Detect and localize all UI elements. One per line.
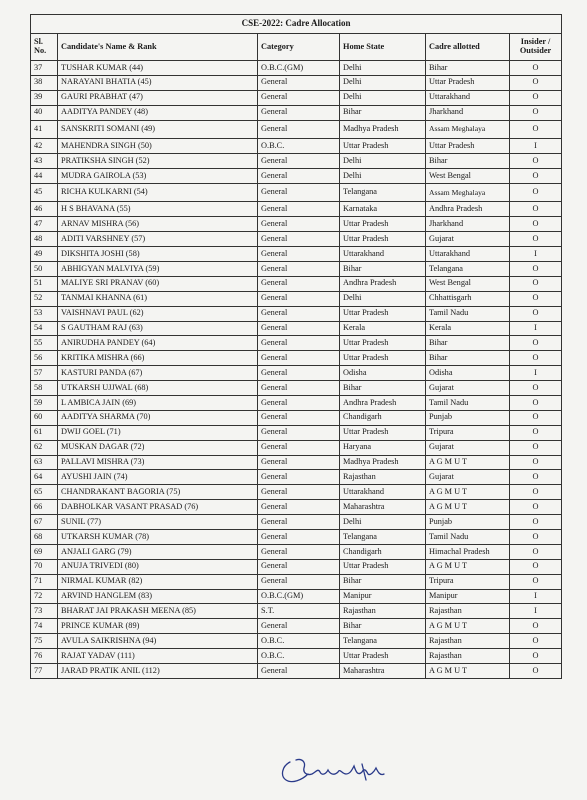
table-row: [31, 276, 562, 291]
cell-sl-no: 59: [31, 396, 58, 411]
table-row: [31, 139, 562, 154]
cell-insider-outsider: O: [510, 381, 562, 396]
cell-candidate-name: DWIJ GOEL (71): [58, 425, 258, 440]
cell-home-state: Rajasthan: [340, 604, 426, 619]
header-cadre-allotted: Cadre allotted: [426, 34, 510, 61]
table-title: CSE-2022: Cadre Allocation: [31, 15, 562, 34]
cell-home-state: Haryana: [340, 440, 426, 455]
table-row: [31, 90, 562, 105]
table-row: [31, 247, 562, 262]
cell-cadre-allotted: Himachal Pradesh: [426, 544, 510, 559]
cell-category: General: [258, 154, 340, 169]
table-row: [31, 217, 562, 232]
cell-candidate-name: VAISHNAVI PAUL (62): [58, 306, 258, 321]
cell-home-state: Uttar Pradesh: [340, 351, 426, 366]
cell-category: General: [258, 515, 340, 530]
cell-candidate-name: AVULA SAIKRISHNA (94): [58, 634, 258, 649]
table-body: [31, 61, 562, 679]
cell-insider-outsider: O: [510, 276, 562, 291]
cell-home-state: Delhi: [340, 90, 426, 105]
cell-cadre-allotted: A G M U T: [426, 485, 510, 500]
cell-candidate-name: DIKSHITA JOSHI (58): [58, 247, 258, 262]
cell-candidate-name: PALLAVI MISHRA (73): [58, 455, 258, 470]
cell-sl-no: 37: [31, 61, 58, 76]
cell-candidate-name: ABHIGYAN MALVIYA (59): [58, 261, 258, 276]
cell-home-state: Manipur: [340, 589, 426, 604]
cell-category: General: [258, 217, 340, 232]
cell-category: General: [258, 351, 340, 366]
cell-home-state: Andhra Pradesh: [340, 396, 426, 411]
cell-home-state: Delhi: [340, 515, 426, 530]
cell-insider-outsider: O: [510, 649, 562, 664]
cell-sl-no: 44: [31, 168, 58, 183]
cell-sl-no: 69: [31, 544, 58, 559]
cell-sl-no: 58: [31, 381, 58, 396]
header-category: Category: [258, 34, 340, 61]
cell-home-state: Uttar Pradesh: [340, 139, 426, 154]
cell-sl-no: 72: [31, 589, 58, 604]
cell-cadre-allotted: Manipur: [426, 589, 510, 604]
cell-candidate-name: SUNIL (77): [58, 515, 258, 530]
cell-insider-outsider: O: [510, 202, 562, 217]
cell-insider-outsider: O: [510, 261, 562, 276]
cell-candidate-name: UTKARSH KUMAR (78): [58, 530, 258, 545]
cell-home-state: Uttar Pradesh: [340, 559, 426, 574]
cell-category: O.B.C.: [258, 139, 340, 154]
cell-sl-no: 48: [31, 232, 58, 247]
header-sl-no: Sl. No.: [31, 34, 58, 61]
cell-insider-outsider: O: [510, 485, 562, 500]
cell-cadre-allotted: West Bengal: [426, 276, 510, 291]
cell-insider-outsider: O: [510, 306, 562, 321]
cell-candidate-name: KRITIKA MISHRA (66): [58, 351, 258, 366]
cell-cadre-allotted: Tamil Nadu: [426, 396, 510, 411]
cell-candidate-name: JARAD PRATIK ANIL (112): [58, 664, 258, 679]
cell-candidate-name: RAJAT YADAV (111): [58, 649, 258, 664]
cell-home-state: Bihar: [340, 381, 426, 396]
table-row: [31, 500, 562, 515]
cell-sl-no: 63: [31, 455, 58, 470]
cell-cadre-allotted: A G M U T: [426, 500, 510, 515]
cell-candidate-name: GAURI PRABHAT (47): [58, 90, 258, 105]
cell-cadre-allotted: Jharkhand: [426, 105, 510, 120]
table-row: [31, 168, 562, 183]
table-row: [31, 396, 562, 411]
table-row: [31, 604, 562, 619]
cell-sl-no: 43: [31, 154, 58, 169]
cell-sl-no: 68: [31, 530, 58, 545]
cell-home-state: Bihar: [340, 619, 426, 634]
cell-cadre-allotted: Telangana: [426, 261, 510, 276]
cell-insider-outsider: O: [510, 559, 562, 574]
cell-home-state: Delhi: [340, 154, 426, 169]
table-row: [31, 154, 562, 169]
table-row: [31, 634, 562, 649]
cell-candidate-name: NARAYANI BHATIA (45): [58, 75, 258, 90]
cell-cadre-allotted: Assam Meghalaya: [426, 120, 510, 139]
cell-sl-no: 38: [31, 75, 58, 90]
cell-insider-outsider: I: [510, 366, 562, 381]
cell-sl-no: 55: [31, 336, 58, 351]
cell-sl-no: 52: [31, 291, 58, 306]
table-row: [31, 425, 562, 440]
cell-category: General: [258, 202, 340, 217]
cell-home-state: Uttarakhand: [340, 485, 426, 500]
cell-sl-no: 70: [31, 559, 58, 574]
cell-candidate-name: ANUJA TRIVEDI (80): [58, 559, 258, 574]
cell-cadre-allotted: Bihar: [426, 154, 510, 169]
table-row: [31, 544, 562, 559]
cell-insider-outsider: O: [510, 455, 562, 470]
cell-category: General: [258, 664, 340, 679]
table-row: [31, 120, 562, 139]
cell-sl-no: 46: [31, 202, 58, 217]
table-row: [31, 232, 562, 247]
cell-home-state: Uttar Pradesh: [340, 425, 426, 440]
table-row: [31, 410, 562, 425]
cell-sl-no: 51: [31, 276, 58, 291]
cell-category: O.B.C.(GM): [258, 61, 340, 76]
header-home-state: Home State: [340, 34, 426, 61]
table-row: [31, 470, 562, 485]
cell-cadre-allotted: Tripura: [426, 425, 510, 440]
cell-cadre-allotted: Bihar: [426, 61, 510, 76]
cell-insider-outsider: O: [510, 574, 562, 589]
header-insider-outsider: Insider / Outsider: [510, 34, 562, 61]
cell-candidate-name: ADITI VARSHNEY (57): [58, 232, 258, 247]
cell-cadre-allotted: A G M U T: [426, 664, 510, 679]
cell-home-state: Uttar Pradesh: [340, 306, 426, 321]
cell-cadre-allotted: Chhattisgarh: [426, 291, 510, 306]
table-row: [31, 202, 562, 217]
cell-insider-outsider: O: [510, 544, 562, 559]
cell-sl-no: 77: [31, 664, 58, 679]
cell-insider-outsider: O: [510, 410, 562, 425]
signature-image: [276, 750, 396, 790]
cell-cadre-allotted: Tripura: [426, 574, 510, 589]
table-row: [31, 485, 562, 500]
cell-home-state: Bihar: [340, 105, 426, 120]
cell-insider-outsider: O: [510, 351, 562, 366]
cell-category: General: [258, 455, 340, 470]
table-row: [31, 351, 562, 366]
cell-home-state: Bihar: [340, 261, 426, 276]
cell-sl-no: 76: [31, 649, 58, 664]
cell-candidate-name: KASTURI PANDA (67): [58, 366, 258, 381]
table-row: [31, 574, 562, 589]
cell-home-state: Madhya Pradesh: [340, 455, 426, 470]
table-row: [31, 530, 562, 545]
table-row: [31, 75, 562, 90]
cell-home-state: Uttar Pradesh: [340, 649, 426, 664]
cell-candidate-name: ARVIND HANGLEM (83): [58, 589, 258, 604]
cell-insider-outsider: I: [510, 247, 562, 262]
table-row: [31, 336, 562, 351]
cell-category: General: [258, 410, 340, 425]
cell-category: General: [258, 183, 340, 202]
cell-cadre-allotted: A G M U T: [426, 455, 510, 470]
cell-category: General: [258, 306, 340, 321]
cell-home-state: Maharashtra: [340, 664, 426, 679]
cell-sl-no: 60: [31, 410, 58, 425]
cell-cadre-allotted: Odisha: [426, 366, 510, 381]
cell-sl-no: 56: [31, 351, 58, 366]
cell-insider-outsider: O: [510, 500, 562, 515]
cell-candidate-name: S GAUTHAM RAJ (63): [58, 321, 258, 336]
cell-category: General: [258, 120, 340, 139]
cell-sl-no: 65: [31, 485, 58, 500]
cell-cadre-allotted: Punjab: [426, 515, 510, 530]
cell-category: General: [258, 396, 340, 411]
cell-home-state: Chandigarh: [340, 410, 426, 425]
cell-candidate-name: ARNAV MISHRA (56): [58, 217, 258, 232]
cell-home-state: Kerala: [340, 321, 426, 336]
cell-sl-no: 73: [31, 604, 58, 619]
cell-insider-outsider: O: [510, 75, 562, 90]
cell-category: General: [258, 470, 340, 485]
cell-sl-no: 54: [31, 321, 58, 336]
cell-category: General: [258, 559, 340, 574]
cell-sl-no: 39: [31, 90, 58, 105]
cell-sl-no: 42: [31, 139, 58, 154]
cell-candidate-name: CHANDRAKANT BAGORIA (75): [58, 485, 258, 500]
cell-insider-outsider: O: [510, 217, 562, 232]
cell-home-state: Andhra Pradesh: [340, 276, 426, 291]
cell-candidate-name: ANJALI GARG (79): [58, 544, 258, 559]
table-row: [31, 515, 562, 530]
cell-home-state: Uttarakhand: [340, 247, 426, 262]
cell-sl-no: 57: [31, 366, 58, 381]
cell-category: General: [258, 381, 340, 396]
cell-home-state: Karnataka: [340, 202, 426, 217]
table-row: [31, 105, 562, 120]
table-row: [31, 321, 562, 336]
cell-candidate-name: TANMAI KHANNA (61): [58, 291, 258, 306]
cell-insider-outsider: O: [510, 183, 562, 202]
cell-cadre-allotted: Kerala: [426, 321, 510, 336]
cell-sl-no: 66: [31, 500, 58, 515]
cell-insider-outsider: O: [510, 61, 562, 76]
cell-insider-outsider: O: [510, 105, 562, 120]
cell-candidate-name: H S BHAVANA (55): [58, 202, 258, 217]
cell-home-state: Telangana: [340, 530, 426, 545]
cell-candidate-name: PRATIKSHA SINGH (52): [58, 154, 258, 169]
cell-cadre-allotted: Bihar: [426, 351, 510, 366]
table-row: [31, 649, 562, 664]
cell-home-state: Delhi: [340, 168, 426, 183]
cell-sl-no: 74: [31, 619, 58, 634]
cell-category: General: [258, 366, 340, 381]
cell-home-state: Delhi: [340, 61, 426, 76]
cell-category: General: [258, 247, 340, 262]
cell-insider-outsider: O: [510, 154, 562, 169]
cell-category: General: [258, 75, 340, 90]
cell-category: General: [258, 105, 340, 120]
cell-cadre-allotted: Uttarakhand: [426, 90, 510, 105]
cell-home-state: Telangana: [340, 634, 426, 649]
cell-category: General: [258, 440, 340, 455]
cell-candidate-name: MUSKAN DAGAR (72): [58, 440, 258, 455]
cell-insider-outsider: O: [510, 664, 562, 679]
cell-cadre-allotted: Rajasthan: [426, 634, 510, 649]
cell-home-state: Madhya Pradesh: [340, 120, 426, 139]
cell-candidate-name: AADITYA SHARMA (70): [58, 410, 258, 425]
cell-cadre-allotted: West Bengal: [426, 168, 510, 183]
table-row: [31, 61, 562, 76]
cell-candidate-name: MUDRA GAIROLA (53): [58, 168, 258, 183]
cell-category: General: [258, 500, 340, 515]
table-row: [31, 619, 562, 634]
cell-category: General: [258, 530, 340, 545]
cell-home-state: Odisha: [340, 366, 426, 381]
cell-cadre-allotted: Tamil Nadu: [426, 306, 510, 321]
cell-category: General: [258, 168, 340, 183]
cell-insider-outsider: O: [510, 425, 562, 440]
cell-sl-no: 67: [31, 515, 58, 530]
table-row: [31, 291, 562, 306]
cell-category: O.B.C.: [258, 634, 340, 649]
cell-category: O.B.C.(GM): [258, 589, 340, 604]
cell-home-state: Bihar: [340, 574, 426, 589]
cell-insider-outsider: O: [510, 396, 562, 411]
cell-candidate-name: MAHENDRA SINGH (50): [58, 139, 258, 154]
cell-category: General: [258, 321, 340, 336]
cell-cadre-allotted: Rajasthan: [426, 649, 510, 664]
cell-sl-no: 62: [31, 440, 58, 455]
cell-sl-no: 71: [31, 574, 58, 589]
header-row: [31, 34, 562, 61]
cell-insider-outsider: O: [510, 619, 562, 634]
cell-cadre-allotted: Gujarat: [426, 440, 510, 455]
cell-cadre-allotted: Andhra Pradesh: [426, 202, 510, 217]
cell-insider-outsider: O: [510, 232, 562, 247]
cell-candidate-name: RICHA KULKARNI (54): [58, 183, 258, 202]
cell-insider-outsider: O: [510, 336, 562, 351]
cadre-allocation-table: [30, 14, 562, 679]
cell-home-state: Telangana: [340, 183, 426, 202]
cell-candidate-name: PRINCE KUMAR (89): [58, 619, 258, 634]
cell-candidate-name: SANSKRITI SOMANI (49): [58, 120, 258, 139]
cell-home-state: Maharashtra: [340, 500, 426, 515]
table-row: [31, 366, 562, 381]
cell-home-state: Uttar Pradesh: [340, 217, 426, 232]
cell-insider-outsider: O: [510, 470, 562, 485]
cell-candidate-name: L AMBICA JAIN (69): [58, 396, 258, 411]
cell-category: General: [258, 291, 340, 306]
table-row: [31, 589, 562, 604]
cell-candidate-name: AADITYA PANDEY (48): [58, 105, 258, 120]
cell-candidate-name: UTKARSH UJJWAL (68): [58, 381, 258, 396]
cell-cadre-allotted: Jharkhand: [426, 217, 510, 232]
cell-insider-outsider: O: [510, 634, 562, 649]
cell-insider-outsider: O: [510, 530, 562, 545]
cell-sl-no: 53: [31, 306, 58, 321]
cell-sl-no: 40: [31, 105, 58, 120]
cell-insider-outsider: O: [510, 168, 562, 183]
cell-insider-outsider: I: [510, 589, 562, 604]
table-row: [31, 306, 562, 321]
cell-candidate-name: ANIRUDHA PANDEY (64): [58, 336, 258, 351]
cell-insider-outsider: O: [510, 291, 562, 306]
cell-category: General: [258, 574, 340, 589]
cell-cadre-allotted: Gujarat: [426, 381, 510, 396]
cell-category: General: [258, 485, 340, 500]
cell-insider-outsider: O: [510, 440, 562, 455]
cell-candidate-name: DABHOLKAR VASANT PRASAD (76): [58, 500, 258, 515]
cell-insider-outsider: I: [510, 321, 562, 336]
cell-home-state: Uttar Pradesh: [340, 232, 426, 247]
cell-home-state: Delhi: [340, 291, 426, 306]
cell-cadre-allotted: Uttar Pradesh: [426, 75, 510, 90]
cell-cadre-allotted: Assam Meghalaya: [426, 183, 510, 202]
cell-insider-outsider: I: [510, 604, 562, 619]
table-row: [31, 664, 562, 679]
cell-cadre-allotted: Uttarakhand: [426, 247, 510, 262]
cell-category: General: [258, 276, 340, 291]
cell-category: O.B.C.: [258, 649, 340, 664]
cell-category: General: [258, 90, 340, 105]
cell-home-state: Uttar Pradesh: [340, 336, 426, 351]
cell-home-state: Chandigarh: [340, 544, 426, 559]
cell-category: General: [258, 619, 340, 634]
table-row: [31, 183, 562, 202]
cell-candidate-name: TUSHAR KUMAR (44): [58, 61, 258, 76]
cell-cadre-allotted: Rajasthan: [426, 604, 510, 619]
cell-cadre-allotted: A G M U T: [426, 559, 510, 574]
table-row: [31, 440, 562, 455]
cell-sl-no: 64: [31, 470, 58, 485]
cell-insider-outsider: O: [510, 515, 562, 530]
table-row: [31, 261, 562, 276]
cell-sl-no: 49: [31, 247, 58, 262]
cell-category: General: [258, 232, 340, 247]
cell-cadre-allotted: Tamil Nadu: [426, 530, 510, 545]
cell-sl-no: 61: [31, 425, 58, 440]
cell-sl-no: 50: [31, 261, 58, 276]
table-row: [31, 381, 562, 396]
cell-insider-outsider: I: [510, 139, 562, 154]
cell-cadre-allotted: Punjab: [426, 410, 510, 425]
cell-sl-no: 45: [31, 183, 58, 202]
cell-candidate-name: AYUSHI JAIN (74): [58, 470, 258, 485]
cell-sl-no: 47: [31, 217, 58, 232]
cell-category: General: [258, 425, 340, 440]
cell-sl-no: 41: [31, 120, 58, 139]
cell-candidate-name: MALIYE SRI PRANAV (60): [58, 276, 258, 291]
cell-candidate-name: BHARAT JAI PRAKASH MEENA (85): [58, 604, 258, 619]
cell-candidate-name: NIRMAL KUMAR (82): [58, 574, 258, 589]
cell-category: General: [258, 261, 340, 276]
cell-category: General: [258, 544, 340, 559]
cell-category: General: [258, 336, 340, 351]
cell-cadre-allotted: Uttar Pradesh: [426, 139, 510, 154]
table-row: [31, 455, 562, 470]
cell-home-state: Rajasthan: [340, 470, 426, 485]
cell-insider-outsider: O: [510, 90, 562, 105]
cell-insider-outsider: O: [510, 120, 562, 139]
table-row: [31, 559, 562, 574]
cell-category: S.T.: [258, 604, 340, 619]
header-candidate-name: Candidate's Name & Rank: [58, 34, 258, 61]
cell-sl-no: 75: [31, 634, 58, 649]
cell-cadre-allotted: A G M U T: [426, 619, 510, 634]
cell-cadre-allotted: Gujarat: [426, 232, 510, 247]
cell-home-state: Delhi: [340, 75, 426, 90]
cell-cadre-allotted: Bihar: [426, 336, 510, 351]
cell-cadre-allotted: Gujarat: [426, 470, 510, 485]
